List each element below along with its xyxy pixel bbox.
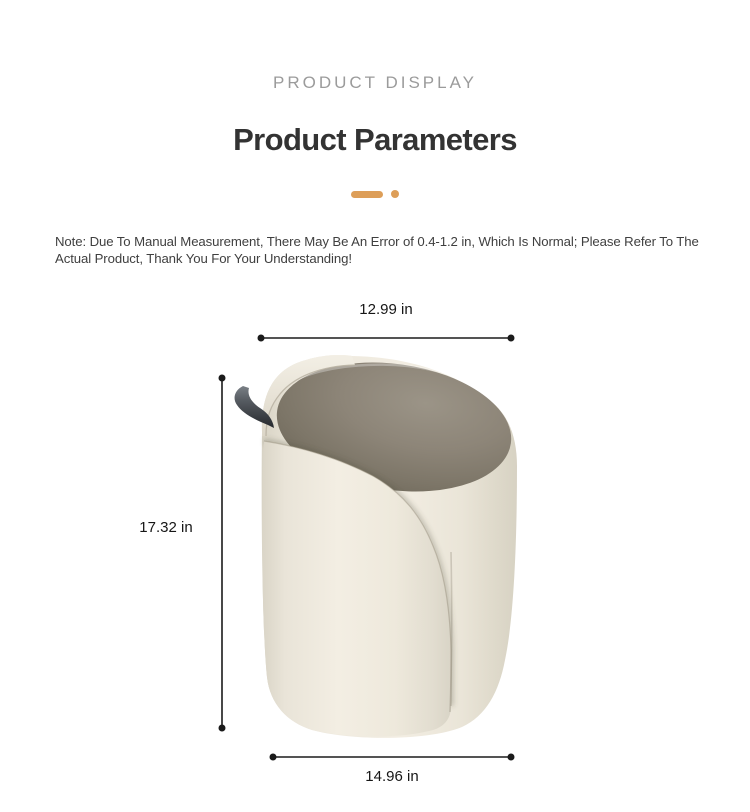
dimension-line-height <box>219 375 225 731</box>
section-kicker: PRODUCT DISPLAY <box>272 73 478 92</box>
dimension-label-top-width: 12.99 in <box>359 301 413 318</box>
dimension-label-bottom-width: 14.96 in <box>365 768 419 785</box>
dimension-label-height: 17.32 in <box>139 519 193 536</box>
dimension-line-top <box>258 335 514 341</box>
page-title: Product Parameters <box>233 122 517 157</box>
dimension-line-bottom <box>270 754 514 760</box>
measurement-note: Note: Due To Manual Measurement, There May Be An Error of 0.4-1.2 in, Which Is Normal; Please Refer To The Actual Product, Thank You For Your Understanding! <box>55 234 699 266</box>
